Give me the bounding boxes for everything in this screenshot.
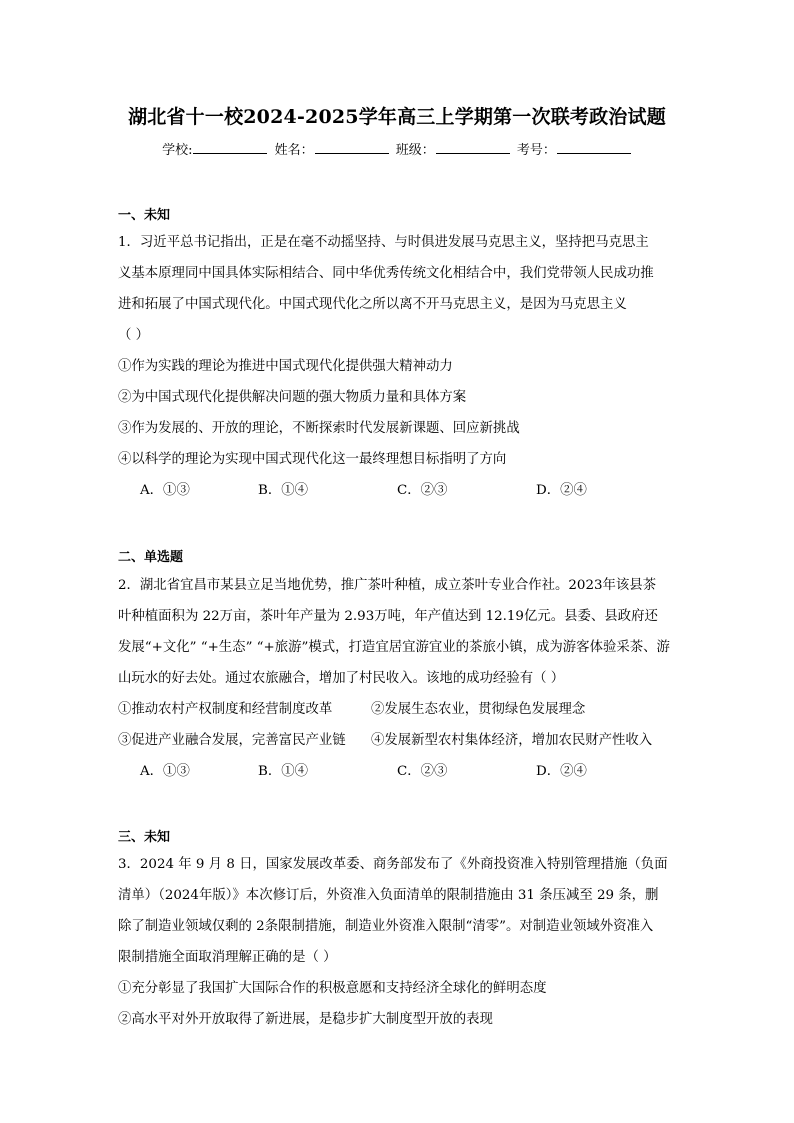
school-label: 学校:: [162, 143, 193, 158]
question-2-statement-3: ③促进产业融合发展，完善富民产业链: [118, 733, 346, 748]
question-1-line-4: （ ）: [118, 328, 150, 343]
question-1-line-3: 进和拓展了中国式现代化。中国式现代化之所以离不开马克思主义，是因为马克思主义: [118, 297, 627, 312]
question-1-statement-3: ③作为发展的、开放的理论，不断探索时代发展新课题、回应新挑战: [118, 421, 520, 436]
option-b[interactable]: B．①④: [258, 483, 309, 498]
question-2-statement-2: ②发展生态农业，贯彻绿色发展理念: [371, 702, 586, 717]
question-3-statement-1: ①充分彰显了我国扩大国际合作的积极意愿和支持经济全球化的鲜明态度: [118, 981, 547, 996]
question-1-statement-2: ②为中国式现代化提供解决问题的强大物质力量和具体方案: [118, 390, 467, 405]
question-1-statement-4: ④以科学的理论为实现中国式现代化这一最终理想目标指明了方向: [118, 452, 507, 467]
question-1-line-2: 义基本原理同中国具体实际相结合、同中华优秀传统文化相结合中，我们党带领人民成功推: [118, 266, 654, 281]
option-a[interactable]: A．①③: [140, 764, 190, 779]
exam-number-blank[interactable]: [557, 140, 631, 154]
question-1-line-1: 1．习近平总书记指出，正是在毫不动摇坚持、与时俱进发展马克思主义，坚持把马克思主: [118, 235, 649, 250]
option-d[interactable]: D．②④: [536, 483, 587, 498]
question-1-statement-1: ①作为实践的理论为推进中国式现代化提供强大精神动力: [118, 359, 453, 374]
question-2-line-3: 发展“+文化” “+生态” “+旅游”模式，打造宜居宜游宜业的茶旅小镇，成为游客体验采茶、游: [118, 640, 670, 655]
class-label: 班级：: [395, 143, 435, 158]
section-2-header: 二、单选题: [118, 550, 184, 565]
question-2-line-1: 2．湖北省宜昌市某县立足当地优势，推广茶叶种植，成立茶叶专业合作社。2023年该县茶: [118, 578, 657, 593]
exam-number-label: 考号：: [516, 143, 556, 158]
option-c[interactable]: C．②③: [397, 764, 448, 779]
page-title: 湖北省十一校2024-2025学年高三上学期第一次联考政治试题: [128, 106, 666, 128]
option-d[interactable]: D．②④: [536, 764, 587, 779]
class-blank[interactable]: [436, 140, 510, 154]
option-a[interactable]: A．①③: [140, 483, 190, 498]
section-1-header: 一、未知: [118, 208, 171, 223]
section-3-header: 三、未知: [118, 830, 171, 845]
question-2-statement-1: ①推动农村产权制度和经营制度改革: [118, 702, 333, 717]
question-2-statement-4: ④发展新型农村集体经济，增加农民财产性收入: [371, 733, 653, 748]
question-3-line-4: 限制措施全面取消理解正确的是（ ）: [118, 950, 337, 965]
student-info-line: [0, 139, 794, 158]
question-3-line-1: 3．2024 年 9 月 8 日，国家发展改革委、商务部发布了《外商投资准入特别管理措施（负面: [118, 857, 668, 872]
question-3-line-2: 清单）（2024年版）》本次修订后，外资准入负面清单的限制措施由 31 条压减至 29 条，删: [118, 888, 659, 903]
name-label: 姓名：: [274, 143, 314, 158]
option-c[interactable]: C．②③: [397, 483, 448, 498]
question-2-line-2: 叶种植面积为 22万亩，茶叶年产量为 2.93万吨，年产值达到 12.19亿元。县委、县政府还: [118, 609, 658, 624]
name-blank[interactable]: [315, 140, 389, 154]
school-blank[interactable]: [193, 140, 267, 154]
option-b[interactable]: B．①④: [258, 764, 309, 779]
question-2-line-4: 山玩水的好去处。通过农旅融合，增加了村民收入。该地的成功经验有（ ）: [118, 671, 565, 686]
question-3-statement-2: ②高水平对外开放取得了新进展，是稳步扩大制度型开放的表现: [118, 1012, 493, 1027]
question-3-line-3: 除了制造业领域仅剩的 2条限制措施，制造业外资准入限制“清零”。对制造业领域外资准入: [118, 919, 654, 934]
